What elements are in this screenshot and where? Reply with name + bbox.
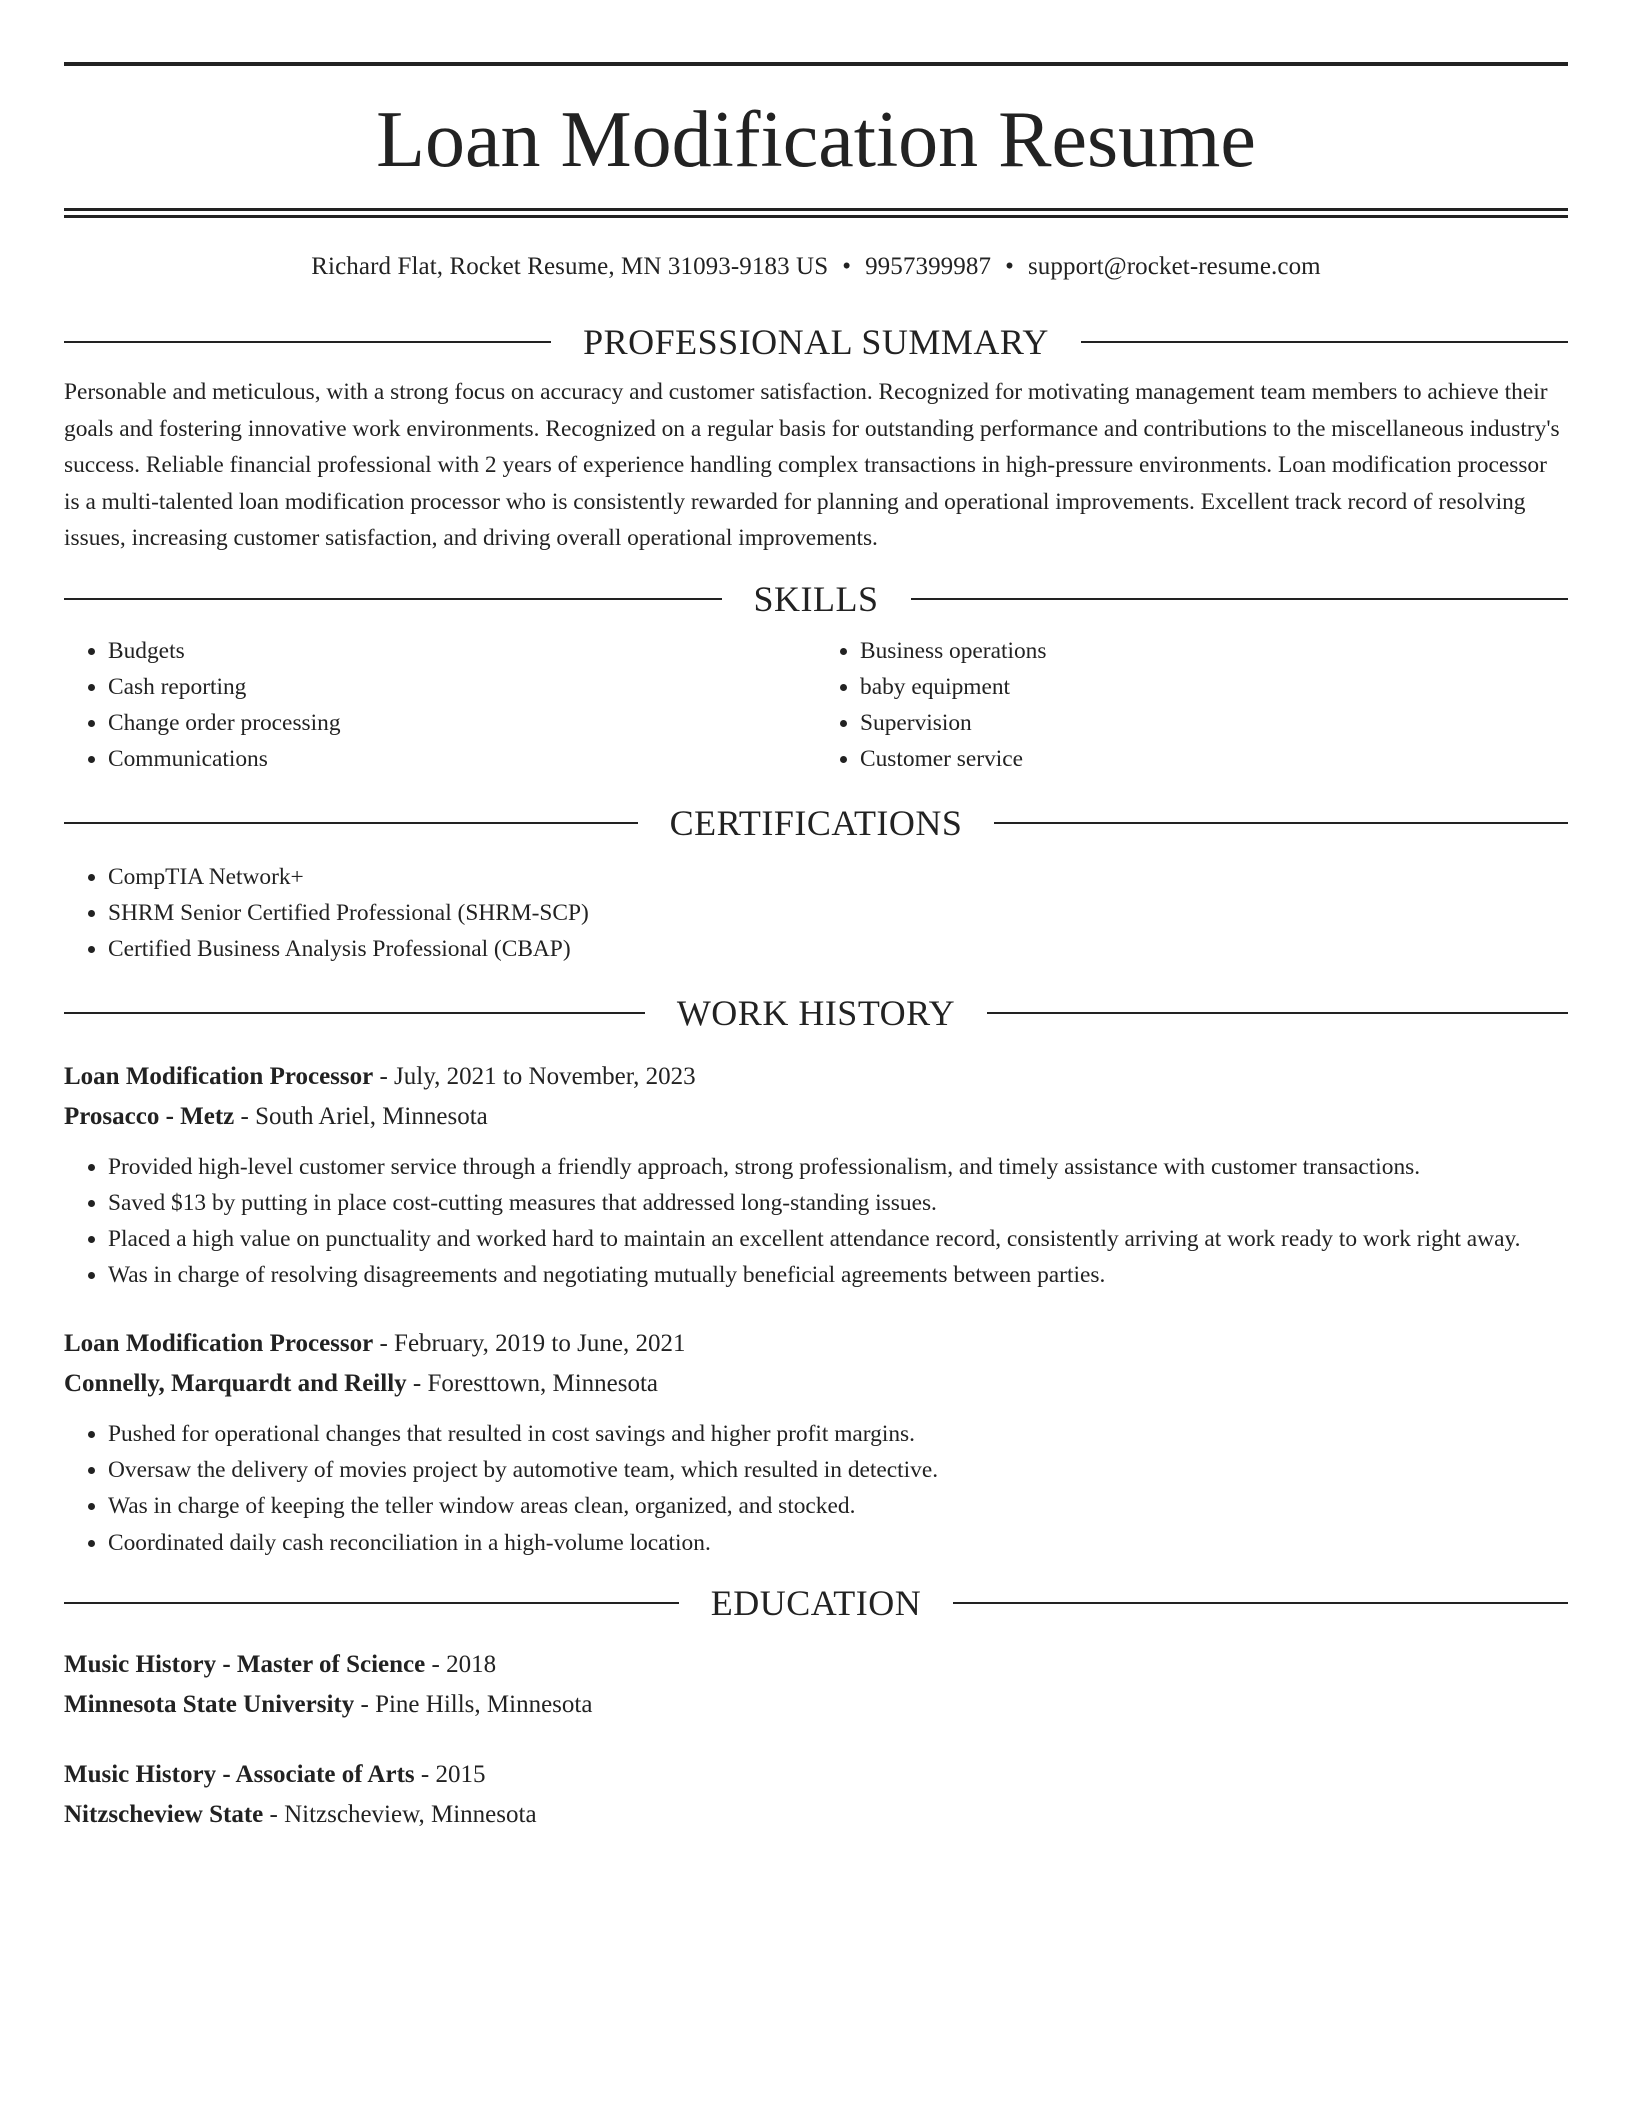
job-bullet: • Provided high-level customer service through a friendly approach, strong professionalism, and timely assistance with customer transactions. — [108, 1149, 1568, 1185]
job-bullet: • Oversaw the delivery of movies project by automotive team, which resulted in detective. — [108, 1452, 1568, 1488]
contact-separator: • — [842, 253, 852, 280]
job-title: Loan Modification Processor — [64, 1329, 374, 1357]
heading-rule-left — [64, 598, 722, 600]
job-title-line — [64, 1057, 1568, 1097]
education-school-line — [64, 1795, 1568, 1835]
job-location: - Foresttown, Minnesota — [406, 1369, 659, 1397]
skill-item: • Cash reporting — [108, 669, 816, 705]
contact-email: support@rocket-resume.com — [1027, 253, 1321, 280]
job-bullet: • Was in charge of resolving disagreements and negotiating mutually beneficial agreements between parties. — [108, 1257, 1568, 1293]
heading-rule-left — [64, 341, 551, 343]
heading-rule-right — [994, 822, 1568, 824]
skills-column-left — [64, 633, 816, 777]
certifications-heading: CERTIFICATIONS — [669, 802, 963, 843]
education-degree: Music History - Master of Science — [64, 1650, 426, 1678]
heading-rule-right — [953, 1602, 1568, 1604]
job-dates: - February, 2019 to June, 2021 — [373, 1329, 686, 1357]
certification-item: • CompTIA Network+ — [108, 859, 1568, 895]
job-bullet: • Placed a high value on punctuality and worked hard to maintain an excellent attendance record, consistently arriving at work ready to work right away. — [108, 1221, 1568, 1257]
heading-rule-right — [987, 1012, 1568, 1014]
contact-phone: 9957399987 — [865, 253, 992, 280]
contact-separator: • — [1005, 253, 1014, 280]
job-company-line — [64, 1364, 1568, 1404]
heading-rule-left — [64, 822, 638, 824]
job-bullets — [64, 1149, 1568, 1294]
skills-column-right — [816, 633, 1568, 777]
heading-rule-left — [64, 1602, 679, 1604]
work-heading: WORK HISTORY — [676, 992, 956, 1033]
education-section-heading — [64, 1583, 1568, 1623]
education-degree-line — [64, 1645, 1568, 1685]
job-location: - South Ariel, Minnesota — [234, 1102, 488, 1130]
education-school: Nitzscheview State — [64, 1800, 264, 1828]
job-company: Prosacco - Metz — [64, 1102, 235, 1130]
skill-item: • Budgets — [108, 633, 816, 669]
resume-title: Loan Modification Resume — [376, 96, 1256, 184]
work-section-heading — [64, 993, 1568, 1033]
education-location: - Nitzscheview, Minnesota — [263, 1800, 537, 1828]
education-year: - 2018 — [425, 1650, 497, 1678]
job-entry — [64, 1057, 1568, 1294]
job-company-line — [64, 1097, 1568, 1137]
job-company: Connelly, Marquardt and Reilly — [64, 1369, 407, 1397]
skill-item: • Change order processing — [108, 705, 816, 741]
job-title: Loan Modification Processor — [64, 1062, 374, 1090]
education-entry — [64, 1755, 1568, 1835]
job-bullets — [64, 1416, 1568, 1561]
heading-rule-right — [911, 598, 1569, 600]
job-bullet: • Saved $13 by putting in place cost-cutting measures that addressed long-standing issues. — [108, 1185, 1568, 1221]
skill-item: • Business operations — [860, 633, 1568, 669]
skills-list — [64, 633, 1568, 777]
contact-address: Richard Flat, Rocket Resume, MN 31093-9183 US — [311, 253, 829, 280]
education-degree: Music History - Associate of Arts — [64, 1760, 415, 1788]
skill-item: • Customer service — [860, 741, 1568, 777]
education-location: - Pine Hills, Minnesota — [354, 1690, 593, 1718]
summary-text: Personable and meticulous, with a strong focus on accuracy and customer satisfaction. Recognized for motivating management team members to achieve their goals and fostering innovative work environments. Recognized on a regular basis for outstanding performance and contributions to the miscellaneous industry's success. Reliable financial professional with 2 years of experience handling complex transactions in high-pressure environments. Loan modification processor is a multi-talented loan modification processor who is consistently rewarded for planning and operational improvements. Excellent track record of resolving issues, increasing customer satisfaction, and driving overall operational improvements. — [64, 379, 1560, 551]
top-rule — [64, 62, 1568, 66]
certifications-section-heading — [64, 803, 1568, 843]
education-year: - 2015 — [414, 1760, 486, 1788]
heading-rule-left — [64, 1012, 645, 1014]
job-bullet: • Coordinated daily cash reconciliation in a high-volume location. — [108, 1525, 1568, 1561]
skills-heading: SKILLS — [753, 578, 879, 619]
skills-section-heading — [64, 579, 1568, 619]
summary-heading: PROFESSIONAL SUMMARY — [583, 322, 1049, 362]
job-dates: - July, 2021 to November, 2023 — [373, 1062, 696, 1090]
education-heading: EDUCATION — [710, 1582, 922, 1623]
education-entry — [64, 1645, 1568, 1725]
job-bullet: • Pushed for operational changes that resulted in cost savings and higher profit margins. — [108, 1416, 1568, 1452]
certification-item: • SHRM Senior Certified Professional (SHRM-SCP) — [108, 895, 1568, 931]
title-double-rule — [64, 208, 1568, 218]
job-bullet: • Was in charge of keeping the teller window areas clean, organized, and stocked. — [108, 1488, 1568, 1524]
skill-item: • Supervision — [860, 705, 1568, 741]
certification-item: • Certified Business Analysis Professional (CBAP) — [108, 931, 1568, 967]
job-entry — [64, 1324, 1568, 1561]
summary-section-heading — [64, 322, 1568, 362]
certifications-list — [64, 859, 1568, 967]
job-title-line — [64, 1324, 1568, 1364]
skill-item: • baby equipment — [860, 669, 1568, 705]
education-school: Minnesota State University — [64, 1690, 355, 1718]
education-school-line — [64, 1685, 1568, 1725]
skill-item: • Communications — [108, 741, 816, 777]
heading-rule-right — [1081, 341, 1568, 343]
contact-line — [64, 252, 1568, 282]
education-degree-line — [64, 1755, 1568, 1795]
